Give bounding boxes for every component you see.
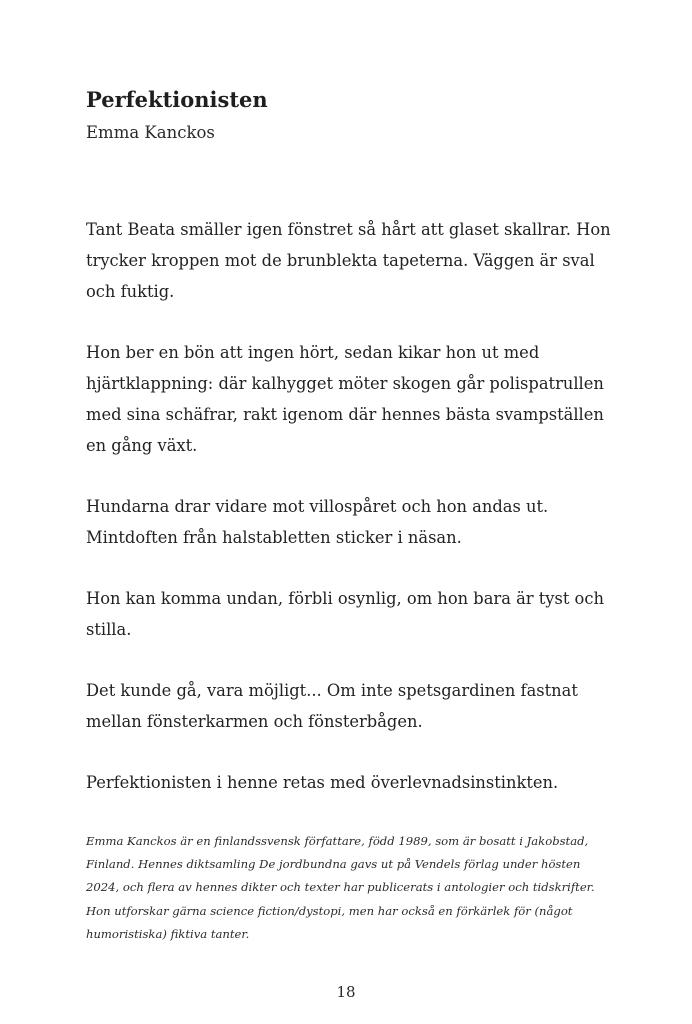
story-body [86, 214, 616, 828]
text-line: Hon kan komma undan, förbli osynlig, om hon bara är tyst och [86, 589, 604, 608]
paragraph [86, 337, 616, 461]
text-line: Perfektionisten i henne retas med överlevnadsinstinkten. [86, 773, 559, 792]
text-line: Tant Beata smäller igen fönstret så hårt att glaset skallrar. Hon [86, 220, 611, 239]
text-line: och fuktig. [86, 282, 175, 301]
text-line: hjärtklappning: där kalhygget möter skogen går polispatrullen [86, 374, 604, 393]
text-line: trycker kroppen mot de brunblekta tapeterna. Väggen är sval [86, 251, 595, 270]
text-line: Hundarna drar vidare mot villospåret och hon andas ut. [86, 497, 549, 516]
author-bio [86, 830, 626, 946]
bio-line: 2024, och flera av hennes dikter och texter har publicerats i antologier och tidskrifter. [86, 880, 595, 895]
paragraph [86, 767, 616, 798]
paragraph [86, 491, 616, 553]
text-line: Det kunde gå, vara möjligt... Om inte spetsgardinen fastnat [86, 681, 578, 700]
text-line: med sina schäfrar, rakt igenom där hennes bästa svampställen [86, 405, 604, 424]
bio-line: humoristiska) fiktiva tanter. [86, 926, 250, 941]
paragraph [86, 675, 616, 737]
story-title: Perfektionisten [86, 87, 268, 112]
text-line: mellan fönsterkarmen och fönsterbågen. [86, 712, 423, 731]
text-line: Mintdoften från halstabletten sticker i näsan. [86, 528, 462, 547]
bio-line: Emma Kanckos är en finlandssvensk författare, född 1989, som är bosatt i Jakobstad, [86, 834, 589, 848]
page-number: 18 [336, 983, 356, 1001]
text-line: Hon ber en bön att ingen hört, sedan kikar hon ut med [86, 343, 540, 362]
bio-line: Hon utforskar gärna science fiction/dystopi, men har också en förkärlek för (något [86, 903, 573, 918]
paragraph [86, 583, 616, 645]
bio-line: Finland. Hennes diktsamling De jordbundna gavs ut på Vendels förlag under hösten [86, 857, 581, 872]
text-line: en gång växt. [86, 436, 198, 455]
author-name: Emma Kanckos [86, 123, 215, 142]
paragraph [86, 214, 616, 307]
text-line: stilla. [86, 620, 132, 639]
